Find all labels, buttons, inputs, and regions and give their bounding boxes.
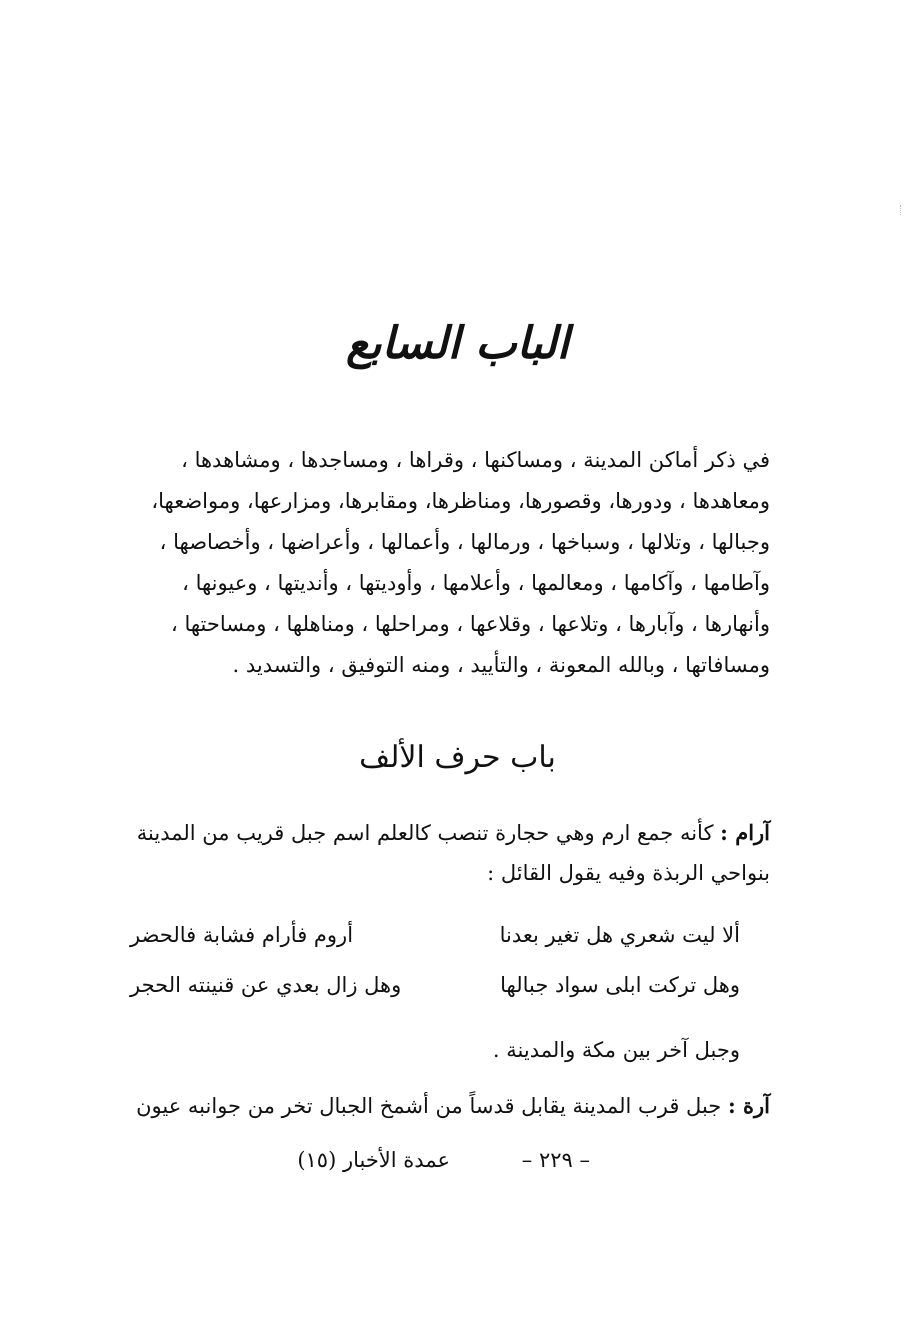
intro-line: ومعاهدها ، ودورها، وقصورها، ومناظرها، ومقابرها، ومزارعها، ومواضعها، bbox=[151, 489, 770, 513]
entry-ara bbox=[100, 1086, 770, 1126]
chapter-intro-paragraph bbox=[100, 440, 770, 686]
page-number: – ٢٢٩ – bbox=[521, 1148, 590, 1172]
entry-term: آرام : bbox=[720, 820, 770, 845]
section-heading: باب حرف الألف bbox=[359, 740, 556, 775]
intro-line: وآطامها ، وآكامها ، ومعالمها ، وأعلامها ، وأوديتها ، وأنديتها ، وعيونها ، bbox=[182, 571, 770, 595]
scan-speck bbox=[900, 205, 907, 215]
intro-line: وأنهارها ، وآبارها ، وتلاعها ، وقلاعها ، ومراحلها ، ومناهلها ، ومساحتها ، bbox=[171, 612, 770, 636]
entry-text: جبل قرب المدينة يقابل قدساً من أشمخ الجبال تخر من جوانبه عيون bbox=[136, 1094, 728, 1118]
intro-line: ومسافاتها ، وبالله المعونة ، والتأييد ، ومنه التوفيق ، والتسديد . bbox=[232, 653, 770, 677]
verse-line bbox=[130, 910, 740, 960]
verse-second-hemistich: أروم فأرام فشابة فالحضر bbox=[130, 923, 354, 947]
verse-line bbox=[130, 960, 740, 1010]
entry-term: آرة : bbox=[727, 1093, 770, 1118]
page-footer bbox=[140, 1148, 760, 1188]
intro-line: وجبالها ، وتلالها ، وسباخها ، ورمالها ، وأعمالها ، وأعراضها ، وأخصاصها ، bbox=[159, 530, 770, 554]
verse-first-hemistich: وهل تركت ابلى سواد جبالها bbox=[500, 973, 740, 997]
entry-aram-continuation: وجبل آخر بين مكة والمدينة . bbox=[492, 1038, 740, 1062]
intro-line: في ذكر أماكن المدينة ، ومساكنها ، وقراها ، ومساجدها ، ومشاهدها ، bbox=[181, 448, 770, 472]
entry-aram bbox=[100, 813, 770, 893]
footer-book-title: عمدة الأخبار (١٥) bbox=[297, 1148, 450, 1172]
poem-verses bbox=[130, 910, 740, 1010]
verse-first-hemistich: ألا ليت شعري هل تغير بعدنا bbox=[499, 923, 740, 947]
verse-second-hemistich: وهل زال بعدي عن قنينته الحجر bbox=[130, 973, 402, 997]
entry-text: كأنه جمع ارم وهي حجارة تنصب كالعلم اسم جبل قريب من المدينة بنواحي الربذة وفيه يقول القائل : bbox=[136, 821, 770, 885]
chapter-title: الباب السابع bbox=[345, 318, 569, 369]
